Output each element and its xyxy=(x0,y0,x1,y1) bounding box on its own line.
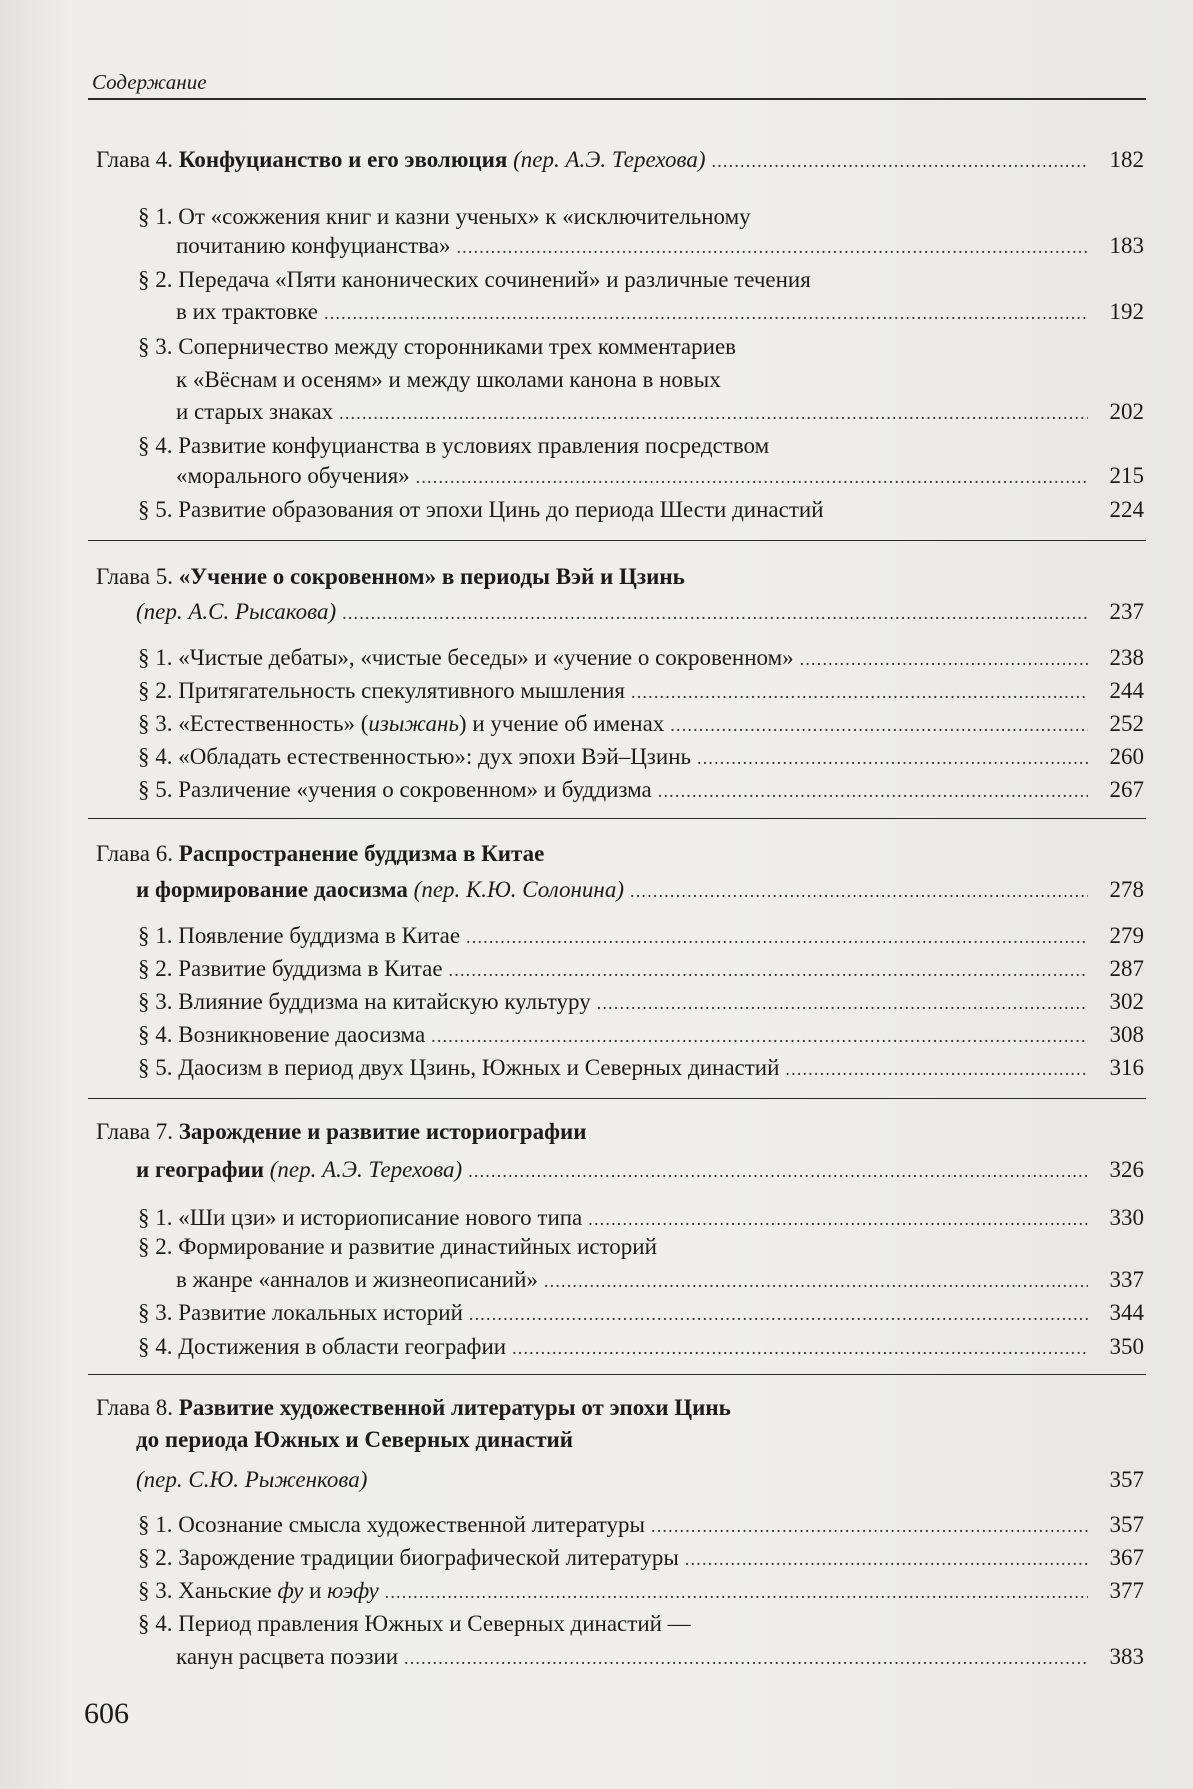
dot-leader xyxy=(597,989,1088,1017)
dot-leader xyxy=(324,299,1088,327)
dot-leader xyxy=(544,1267,1088,1295)
page-number: 267 xyxy=(1109,777,1144,802)
section-entry[interactable]: и старых знаках ..... 202 xyxy=(176,398,1144,427)
dot-leader xyxy=(385,1578,1088,1606)
section-entry[interactable]: § 4. Возникновение даосизма ..... 308 xyxy=(138,1021,1144,1050)
section-entry[interactable]: § 1. Появление буддизма в Китае ..... 279 xyxy=(138,922,1144,951)
section-entry[interactable]: § 2. Развитие буддизма в Китае ..... 287 xyxy=(138,955,1144,984)
dot-leader xyxy=(670,711,1088,739)
page-number: 224 xyxy=(1109,497,1144,522)
page-number: 357 xyxy=(1109,1467,1144,1492)
section-entry[interactable]: § 4. Достижения в области географии ..... 350 xyxy=(138,1333,1144,1362)
chapter-title: «Учение о сокровенном» в периоды Вэй и Цзинь xyxy=(178,564,685,589)
page-number: 330 xyxy=(1109,1205,1144,1230)
dot-leader xyxy=(466,923,1088,951)
chapter-5-title-line: Глава 5. «Учение о сокровенном» в периоды Вэй и Цзинь xyxy=(96,564,685,589)
section-entry[interactable]: в их трактовке ..... 192 xyxy=(176,298,1144,327)
section-line: § 3. Соперничество между сторонниками трех комментариев xyxy=(138,334,737,359)
dot-leader xyxy=(588,1205,1088,1233)
page-number: 279 xyxy=(1109,923,1144,948)
running-header: Содержание xyxy=(92,70,207,94)
section-entry[interactable]: § 2. Зарождение традиции биографической литературы ..... 367 xyxy=(138,1544,1144,1573)
page-number: 383 xyxy=(1109,1644,1144,1669)
page-number: 183 xyxy=(1109,233,1144,258)
page-number: 337 xyxy=(1109,1267,1144,1292)
dot-leader xyxy=(631,678,1088,706)
page-number: 215 xyxy=(1109,463,1144,488)
page-number: 316 xyxy=(1109,1055,1144,1080)
translator: (пер. А.С. Рысакова) xyxy=(136,599,337,624)
section-entry[interactable]: § 5. Даосизм в период двух Цзинь, Южных и Северных династий ..... 316 xyxy=(138,1054,1144,1083)
page-number: 238 xyxy=(1109,645,1144,670)
section-entry[interactable]: почитанию конфуцианства» ..... 183 xyxy=(176,232,1144,261)
section-entry[interactable]: § 4. «Обладать естественностью»: дух эпохи Вэй–Цзинь ..... 260 xyxy=(138,743,1144,772)
section-entry[interactable]: § 3. «Естественность» (изыжань) и учение об именах ..... 252 xyxy=(138,710,1144,739)
section-line: § 1. От «сожжения книг и казни ученых» к «исключительному xyxy=(138,204,751,229)
section-line: § 2. Формирование и развитие династийных историй xyxy=(138,1234,657,1259)
section-entry[interactable]: § 1. «Чистые дебаты», «чистые беседы» и «учение о сокровенном» ..... 238 xyxy=(138,644,1144,673)
separator-rule xyxy=(88,1098,1146,1099)
separator-rule xyxy=(88,818,1146,819)
page-number: 192 xyxy=(1109,299,1144,324)
translator: (пер. К.Ю. Солонина) xyxy=(413,877,625,902)
section-entry[interactable]: «морального обучения» ..... 215 xyxy=(176,462,1144,491)
page-number: 260 xyxy=(1109,744,1144,769)
section-line: § 4. Период правления Южных и Северных династий — xyxy=(138,1611,691,1636)
page-number: 287 xyxy=(1109,956,1144,981)
dot-leader xyxy=(339,399,1088,427)
section-entry[interactable]: § 3. Развитие локальных историй ..... 344 xyxy=(138,1299,1144,1328)
dot-leader xyxy=(416,463,1088,491)
section-entry[interactable]: § 5. Развитие образования от эпохи Цинь до периода Шести династий 224 xyxy=(138,497,1144,522)
page-number: 237 xyxy=(1109,599,1144,624)
dot-leader xyxy=(449,956,1088,984)
chapter-7-entry[interactable]: и географии (пер. А.Э. Терехова) ..... 326 xyxy=(136,1156,1144,1185)
dot-leader xyxy=(785,1055,1088,1083)
section-entry[interactable]: § 2. Притягательность спекулятивного мышления ..... 244 xyxy=(138,677,1144,706)
page-folio: 606 xyxy=(84,1697,129,1730)
dot-leader xyxy=(469,1300,1088,1328)
page-number: 367 xyxy=(1109,1545,1144,1570)
dot-leader xyxy=(697,744,1088,772)
page-number: 308 xyxy=(1109,1022,1144,1047)
dot-leader xyxy=(651,1512,1088,1540)
page-number: 357 xyxy=(1109,1512,1144,1537)
section-entry[interactable]: в жанре «анналов и жизнеописаний» ..... 337 xyxy=(176,1266,1144,1295)
dot-leader xyxy=(800,645,1088,673)
page-number: 377 xyxy=(1109,1578,1144,1603)
section-entry[interactable]: § 5. Различение «учения о сокровенном» и буддизма ..... 267 xyxy=(138,776,1144,805)
section-entry[interactable]: § 3. Влияние буддизма на китайскую культуру ..... 302 xyxy=(138,988,1144,1017)
chapter-label: Глава 4. xyxy=(96,147,179,172)
section-line: § 4. Развитие конфуцианства в условиях правления посредством xyxy=(138,433,770,458)
page-number: 182 xyxy=(1109,147,1144,172)
header-rule xyxy=(88,98,1146,100)
chapter-8-title-line-2: до периода Южных и Северных династий xyxy=(136,1427,574,1452)
dot-leader xyxy=(431,1022,1088,1050)
page-number: 244 xyxy=(1109,678,1144,703)
dot-leader xyxy=(658,777,1088,805)
dot-leader xyxy=(712,147,1088,175)
page-number: 350 xyxy=(1109,1334,1144,1359)
separator-rule xyxy=(88,540,1146,541)
page-number: 344 xyxy=(1109,1300,1144,1325)
chapter-title: Конфуцианство и его эволюция xyxy=(178,147,508,172)
translator: (пер. А.Э. Терехова) xyxy=(269,1157,463,1182)
page-number: 278 xyxy=(1109,877,1144,902)
page-number: 326 xyxy=(1109,1157,1144,1182)
chapter-6-entry[interactable]: и формирование даосизма (пер. К.Ю. Солонина) ..... 278 xyxy=(136,876,1144,905)
chapter-8-title-line: Глава 8. Развитие художественной литературы от эпохи Цинь xyxy=(96,1395,731,1420)
separator-rule xyxy=(88,1374,1146,1375)
chapter-title: Развитие художественной литературы от эпохи Цинь xyxy=(178,1395,731,1420)
dot-leader xyxy=(342,599,1088,627)
page-number: 252 xyxy=(1109,711,1144,736)
dot-leader xyxy=(685,1545,1088,1573)
dot-leader xyxy=(512,1334,1088,1362)
section-line: к «Вёснам и осеням» и между школами канона в новых xyxy=(176,367,721,392)
section-entry[interactable]: § 3. Ханьские фу и юэфу ..... 377 xyxy=(138,1577,1144,1606)
dot-leader xyxy=(468,1157,1088,1185)
chapter-8-entry[interactable] xyxy=(136,1466,1144,1495)
section-entry[interactable]: § 1. Осознание смысла художественной литературы ..... 357 xyxy=(138,1511,1144,1540)
dot-leader xyxy=(630,877,1088,905)
chapter-6-title-line: Глава 6. Распространение буддизма в Китае xyxy=(96,841,545,866)
chapter-7-title-line: Глава 7. Зарождение и развитие историографии xyxy=(96,1119,587,1144)
chapter-title: Распространение буддизма в Китае xyxy=(178,841,545,866)
dot-leader xyxy=(404,1644,1088,1672)
chapter-4-entry[interactable] xyxy=(96,146,1144,175)
translator: (пер. С.Ю. Рыженкова) xyxy=(136,1467,368,1492)
translator: (пер. А.Э. Терехова) xyxy=(513,147,706,172)
chapter-title: Зарождение и развитие историографии xyxy=(178,1119,587,1144)
page-number: 302 xyxy=(1109,989,1144,1014)
page-number: 202 xyxy=(1109,399,1144,424)
section-entry[interactable]: § 1. «Ши цзи» и историописание нового типа ..... 330 xyxy=(138,1204,1144,1233)
chapter-5-entry[interactable] xyxy=(136,598,1144,627)
section-entry[interactable]: канун расцвета поэзии ..... 383 xyxy=(176,1643,1144,1672)
section-line: § 2. Передача «Пяти канонических сочинений» и различные течения xyxy=(138,267,811,292)
dot-leader xyxy=(456,233,1088,261)
